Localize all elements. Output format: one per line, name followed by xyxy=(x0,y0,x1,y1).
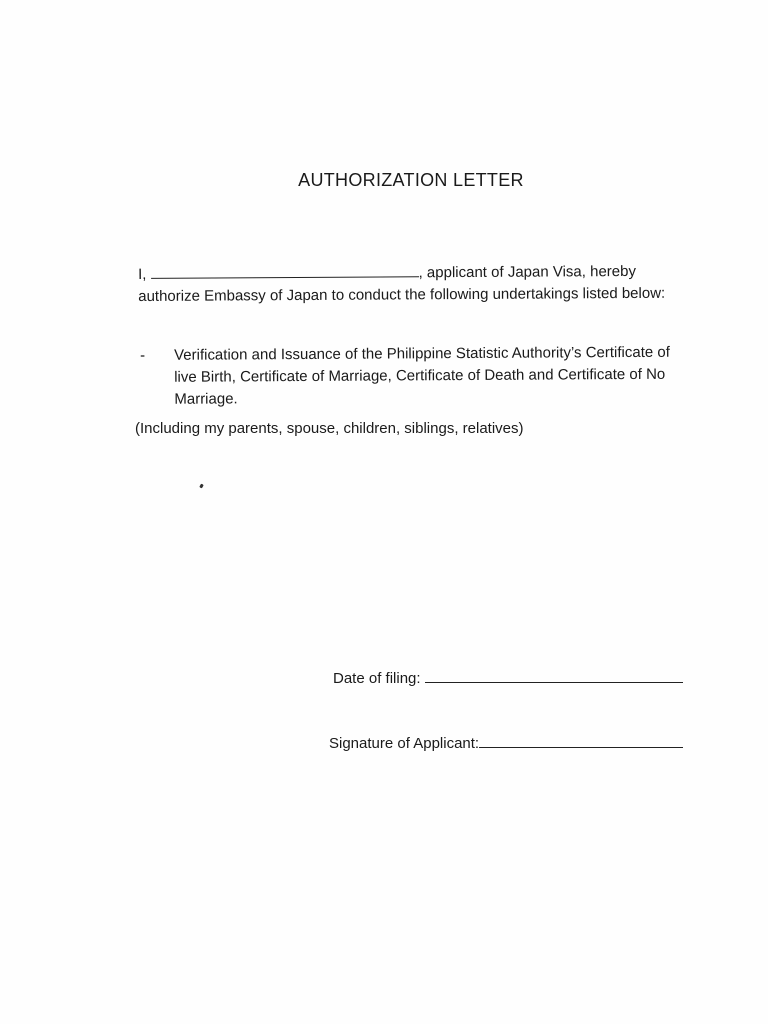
list-item-line-1: Verification and Issuance of the Philippine Statistic Authority’s Certificate of xyxy=(174,343,670,364)
including-note: (Including my parents, spouse, children, siblings, relatives) xyxy=(135,420,524,437)
list-bullet: - xyxy=(140,346,146,364)
list-item-line-3: Marriage. xyxy=(174,390,238,408)
intro-prefix: I, xyxy=(138,265,151,283)
signature-label: Signature of Applicant: xyxy=(329,735,480,752)
date-of-filing-blank xyxy=(425,668,683,683)
signature-row xyxy=(329,733,683,755)
scan-speck xyxy=(199,484,204,489)
date-of-filing-row xyxy=(333,668,683,690)
undertakings-list xyxy=(140,342,700,411)
signature-blank xyxy=(479,733,683,748)
applicant-name-blank xyxy=(151,262,419,279)
list-item-text xyxy=(174,342,694,411)
intro-suffix: , applicant of Japan Visa, hereby xyxy=(418,262,636,282)
list-item-line-2: live Birth, Certificate of Marriage, Certificate of Death and Certificate of No xyxy=(174,365,666,386)
list-item xyxy=(140,342,700,411)
intro-paragraph xyxy=(138,261,698,308)
intro-line-2: authorize Embassy of Japan to conduct the following undertakings listed below: xyxy=(138,284,666,305)
date-of-filing-label: Date of filing: xyxy=(333,670,421,687)
document-title: AUTHORIZATION LETTER xyxy=(298,170,524,190)
